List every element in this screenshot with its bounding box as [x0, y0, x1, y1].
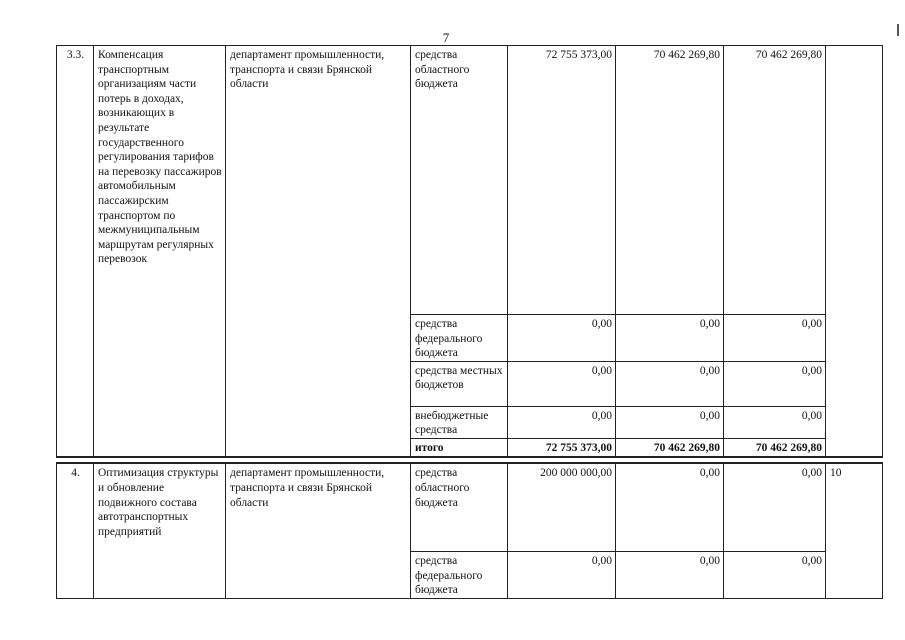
value-year-3: 0,00	[724, 315, 826, 362]
source-label: внебюджетные средства	[411, 406, 508, 438]
value-year-3: 0,00	[724, 551, 826, 598]
value-year-1: 200 000 000,00	[508, 463, 616, 551]
total-label: итого	[411, 438, 508, 457]
total-year-1: 72 755 373,00	[508, 438, 616, 457]
source-label: средства областного бюджета	[411, 463, 508, 551]
source-label: средства областного бюджета	[411, 46, 508, 315]
total-year-2: 70 462 269,80	[616, 438, 724, 457]
indicator-ref: 10	[826, 463, 883, 598]
scan-mark	[897, 24, 899, 36]
value-year-2: 0,00	[616, 406, 724, 438]
value-year-2: 0,00	[616, 551, 724, 598]
value-year-1: 0,00	[508, 551, 616, 598]
indicator-ref	[826, 46, 883, 458]
value-year-1: 0,00	[508, 315, 616, 362]
source-label: средства местных бюджетов	[411, 361, 508, 406]
row-number: 4.	[57, 463, 94, 598]
value-year-3: 0,00	[724, 361, 826, 406]
row-number: 3.3.	[57, 46, 94, 458]
measure-name: Компенсация транспортным организациям части потерь в доходах, возникающих в результате государственного регулирования тарифов на перевозку пассажиров автомобильным пассажирским транспортом по межмуниципальным маршрутам регулярных перевозок	[94, 46, 226, 458]
page-number: 7	[442, 30, 450, 45]
value-year-1: 0,00	[508, 361, 616, 406]
value-year-2: 0,00	[616, 463, 724, 551]
measure-name: Оптимизация структуры и обновление подвижного состава автотранспортных предприятий	[94, 463, 226, 598]
table-row	[57, 46, 883, 315]
table-row	[57, 463, 883, 551]
value-year-2: 70 462 269,80	[616, 46, 724, 315]
value-year-3: 70 462 269,80	[724, 46, 826, 315]
total-year-3: 70 462 269,80	[724, 438, 826, 457]
source-label: средства федерального бюджета	[411, 551, 508, 598]
executor: департамент промышленности, транспорта и связи Брянской области	[226, 463, 411, 598]
value-year-2: 0,00	[616, 315, 724, 362]
value-year-1: 72 755 373,00	[508, 46, 616, 315]
source-label: средства федерального бюджета	[411, 315, 508, 362]
budget-table	[56, 45, 883, 599]
value-year-1: 0,00	[508, 406, 616, 438]
value-year-3: 0,00	[724, 406, 826, 438]
value-year-3: 0,00	[724, 463, 826, 551]
executor: департамент промышленности, транспорта и связи Брянской области	[226, 46, 411, 458]
value-year-2: 0,00	[616, 361, 724, 406]
